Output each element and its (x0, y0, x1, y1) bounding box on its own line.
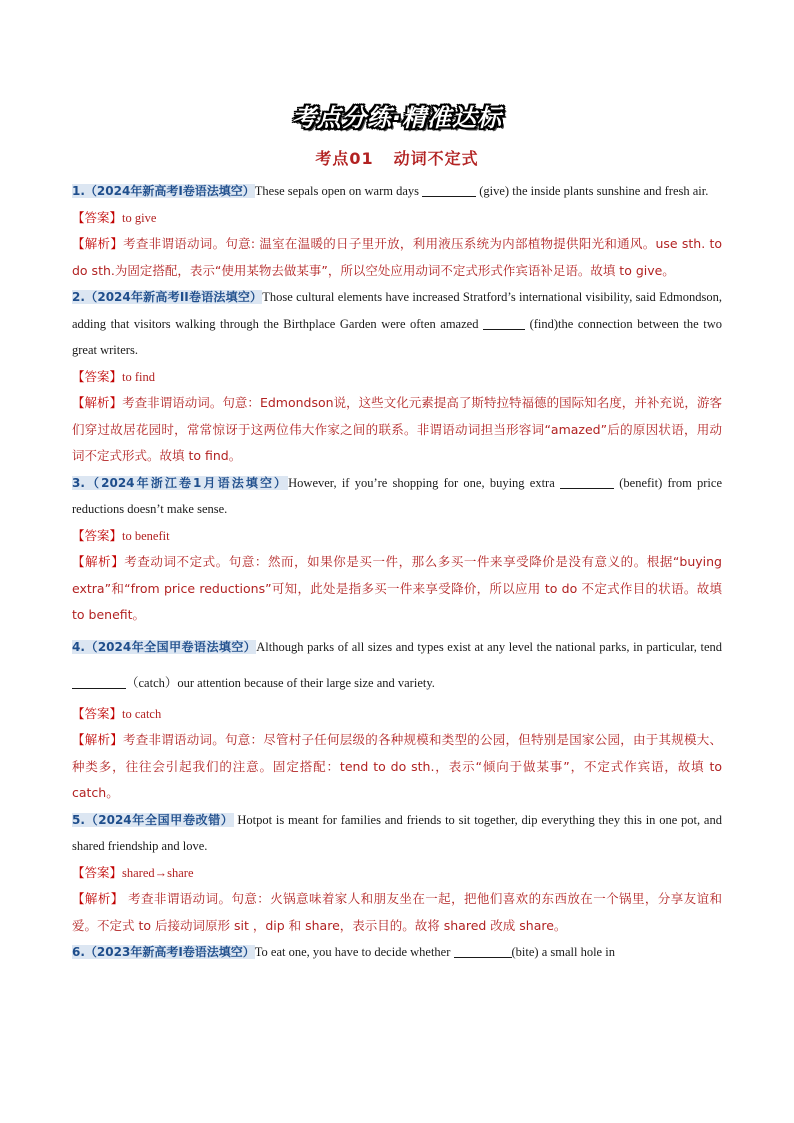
analysis-text: 考查非谓语动词。句意：Edmondson说，这些文化元素提高了斯特拉特福德的国际知名度，并补充说，游客们穿过故居花园时，常常惊讶于这两位伟大作家之间的联系。非谓语动词担当形容词“amazed”后的原因状语，用动词不定式形式。故填 to find。 (72, 395, 722, 463)
answer-1 (72, 205, 722, 232)
question-5 (72, 807, 722, 860)
answer-value: to give (122, 210, 157, 225)
section-code: 考点01 (315, 149, 374, 168)
question-source: （2024年新高考II卷语法填空） (84, 290, 263, 304)
question-source: （2024年新高考I卷语法填空） (84, 184, 255, 198)
question-text-before: Although parks of all sizes and types exist at any level the national parks, in particular, tend (256, 639, 722, 654)
question-source: （2024年全国甲卷改错） (84, 812, 234, 827)
analysis-label: 【解析】 (72, 732, 123, 747)
question-text-after: (bite) a small hole in (511, 945, 615, 959)
question-source: （2024年全国甲卷语法填空） (84, 639, 257, 654)
analysis-label: 【解析】 (72, 395, 123, 410)
answer-4 (72, 701, 722, 728)
question-number: 1. (72, 184, 85, 198)
analysis-5 (72, 886, 722, 939)
question-text-after: (find)the connection between the two great writers. (72, 316, 722, 357)
fill-blank[interactable] (72, 674, 126, 689)
answer-label: 【答案】 (72, 368, 123, 384)
question-number: 6. (72, 945, 85, 959)
answer-value: to find (122, 369, 155, 384)
question-list (72, 178, 722, 966)
fill-blank[interactable] (483, 315, 525, 330)
analysis-2 (72, 390, 722, 470)
analysis-text: 考查动词不定式。句意：然而，如果你是买一件，那么多买一件来享受降价是没有意义的。根据“buying extra”和“from price reductions”可知，此处是指多买一件来享受降价，所以应用 to do 不定式作目的状语。故填 to benefit。 (72, 554, 722, 622)
fill-blank[interactable] (454, 943, 512, 958)
question-text-before: To eat one, you have to decide whether (254, 945, 454, 959)
question-text-before: Those cultural elements have increased Stratford’s international visibility, said Edmondson, adding that visitors walking through the Birthplace Garden were often amazed (72, 290, 722, 331)
answer-value: to benefit (122, 528, 170, 543)
question-text-after: (give) the inside plants sunshine and fresh air. (476, 184, 709, 198)
fill-blank[interactable] (560, 474, 614, 489)
question-source: （2024年浙江卷1月语法填空） (84, 475, 289, 490)
question-text-before: However, if you’re shopping for one, buying extra (288, 475, 560, 490)
question-3 (72, 470, 722, 523)
question-2 (72, 284, 722, 364)
answer-value: shared→share (122, 865, 194, 880)
analysis-1 (72, 231, 722, 284)
question-number: 4. (72, 639, 85, 654)
analysis-3 (72, 549, 722, 629)
question-text-after: （catch）our attention because of their large size and variety. (126, 675, 435, 690)
fill-blank[interactable] (422, 182, 476, 197)
answer-2 (72, 364, 722, 391)
answer-5 (72, 860, 722, 887)
analysis-text: 考查非谓语动词。句意：尽管村子任何层级的各种规模和类型的公园，但特别是国家公园，由于其规模大、种类多，往往会引起我们的注意。固定搭配：tend to do sth.，表示“倾向于做某事”，不定式作宾语，故填 to catch。 (72, 732, 722, 800)
section-name: 动词不定式 (393, 149, 479, 168)
answer-label: 【答案】 (72, 527, 123, 543)
section-title (0, 146, 794, 169)
answer-3 (72, 523, 722, 550)
answer-label: 【答案】 (72, 864, 123, 880)
analysis-label: 【解析】 (72, 236, 124, 251)
question-number: 5. (72, 812, 85, 827)
answer-value: to catch (122, 706, 162, 721)
main-title: 考点分练·精准达标 (291, 104, 503, 132)
question-number: 2. (72, 290, 85, 304)
question-1 (72, 178, 722, 205)
analysis-label: 【解析】 (72, 891, 124, 906)
analysis-text: 考查非谓语动词。句意：火锅意味着家人和朋友坐在一起，把他们喜欢的东西放在一个锅里，分享友谊和爱。不定式 to 后接动词原形 sit ，dip 和 share，表示目的。故将 shared 改成 share。 (72, 891, 722, 933)
answer-label: 【答案】 (72, 705, 123, 721)
question-text-before: These sepals open on warm days (254, 184, 423, 198)
answer-label: 【答案】 (72, 209, 123, 225)
analysis-4 (72, 727, 722, 807)
analysis-label: 【解析】 (72, 554, 125, 569)
question-4 (72, 629, 722, 701)
question-text-after: (benefit) from price reductions doesn’t make sense. (72, 475, 723, 516)
question-6 (72, 939, 722, 966)
question-source: （2023年新高考I卷语法填空） (84, 945, 255, 959)
analysis-text: 考查非谓语动词。句意: 温室在温暖的日子里开放，利用液压系统为内部植物提供阳光和通风。use sth. to do sth.为固定搭配，表示“使用某物去做某事”，所以空处应用动词不定式形式作宾语补足语。故填 to give。 (72, 236, 722, 278)
question-text-before: Hotpot is meant for families and friends to sit together, dip everything they this in one pot, and shared friendship and love. (72, 812, 722, 853)
question-number: 3. (72, 475, 85, 490)
